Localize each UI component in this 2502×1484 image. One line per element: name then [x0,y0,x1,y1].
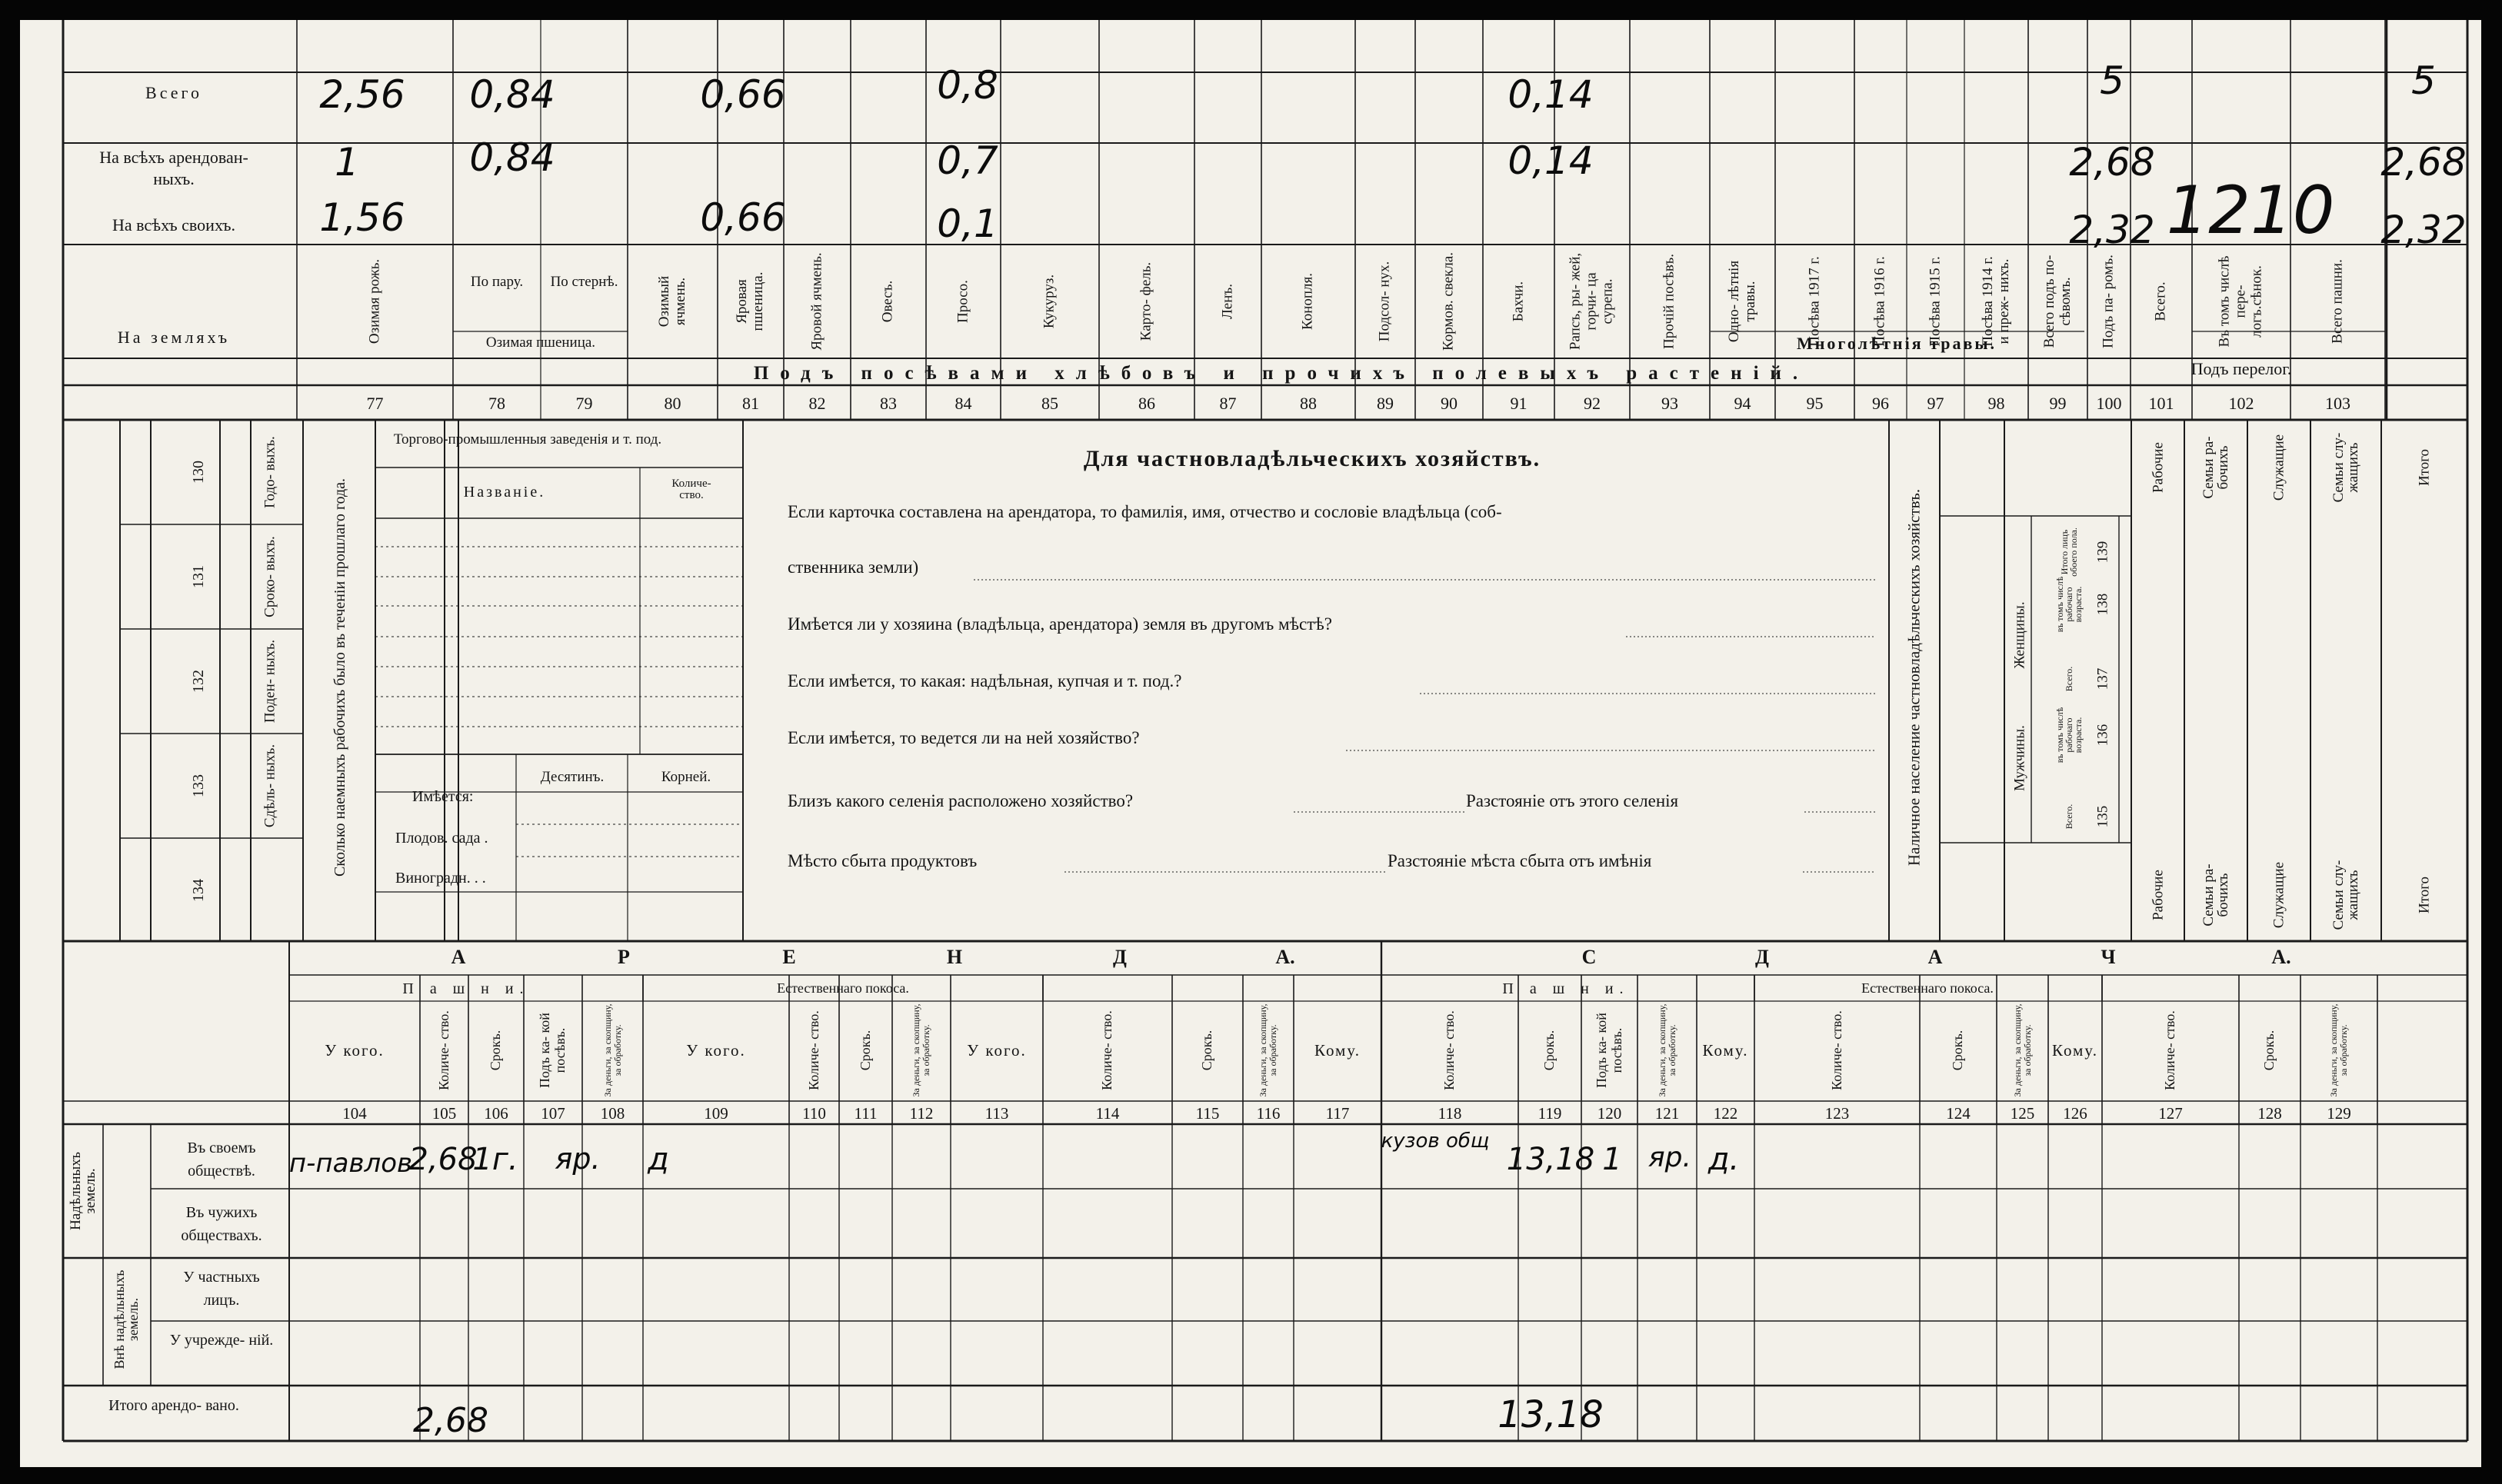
col-number: 97 [1927,394,1944,413]
arenda-letter: Е [782,946,796,968]
col-header: Подъ ка- кой посѣвъ. [537,1013,568,1088]
staff-col-header: Итого [2416,448,2433,487]
col-header: Срокъ. [488,1030,504,1071]
col-number: 104 [342,1104,367,1123]
col-number: 102 [2228,394,2254,413]
population-col: Всего. [2064,666,2074,692]
orchard-label: Плодов. сада . [395,830,488,847]
col-number: 115 [1195,1104,1220,1123]
handwritten-value: 2,32 [2380,208,2467,252]
handwritten-value: 0,66 [700,72,786,117]
fallow-label: Подъ перелог. [2190,359,2292,378]
plowland-label: П а ш н и. [402,980,530,997]
col-number: 123 [1824,1104,1850,1123]
trade-title: Торгово-промышленныя заведенiя и т. под. [393,431,662,448]
col-header: По стернѣ. [550,274,618,290]
handwritten-value: 0,84 [469,135,555,180]
handwritten-value: 2,68 [413,1401,488,1440]
roots-header: Корней. [661,769,711,785]
allotment-group: Надѣльныхъ земель. [68,1152,98,1230]
col-number: 84 [954,394,972,413]
col-header: Одно- лѣтнiя травы. [1725,260,1758,343]
vineyard-label: Виноградн. . . [395,870,486,887]
col-number: 100 [2096,394,2122,413]
col-number: 126 [2063,1104,2087,1123]
question-text: Мѣсто сбыта продуктовъ [788,851,978,870]
col-header: Количе- ство. [1441,1010,1458,1090]
rent-row-label: Въ своемъ обществѣ. [187,1140,256,1180]
sdacha-letter: Д [1755,946,1769,968]
col-number: 77 [366,394,384,413]
handwritten-value: д. [1707,1142,1740,1177]
meadow-label: Естественнаго покоса. [1861,980,1994,996]
col-header: Кому. [1314,1041,1361,1060]
sdacha-letter: А. [2271,946,2291,968]
trade-name-header: Названiе. [463,484,546,501]
handwritten-value: 2,68 [2380,140,2467,185]
col-header: Кормов. свекла. [1440,251,1457,351]
staff-col-header: Рабочие [2150,870,2167,920]
col-header: Ленъ. [1219,284,1236,319]
population-col: въ томъ числѣ рабочаго возраста. [2054,707,2084,764]
question-text: Разстоянiе отъ этого селенiя [1466,791,1679,810]
col-number: 118 [1438,1104,1462,1123]
worker-type: Поден- ныхъ. [262,639,278,724]
col-number: 127 [2158,1104,2183,1123]
has-label: Имѣется: [412,788,474,805]
handwritten-value: 1,56 [319,195,405,240]
col-number: 137 [2094,667,2111,690]
col-number: 116 [1256,1104,1281,1123]
col-header: За деньги, за скопщину, за обработку. [1257,1003,1278,1097]
staff-col-header: Служащие [2270,861,2287,929]
col-header: Подъ па- ромъ. [2100,255,2117,348]
col-number: 99 [2049,394,2067,413]
col-number: 112 [909,1104,934,1123]
census-card [20,20,2481,1467]
col-header: По пару. [470,274,524,290]
population-col: въ томъ числѣ рабочаго возраста. [2054,576,2084,633]
col-number: 130 [190,461,207,484]
arenda-letter: Р [618,946,630,968]
total-rented-label: Итого арендо- вано. [108,1397,239,1414]
col-header: Кому. [1702,1041,1749,1060]
col-header: За деньги, за скопщину, за обработку. [2327,1003,2349,1097]
col-number: 119 [1538,1104,1562,1123]
col-header: Посѣва 1916 г. [1871,256,1888,347]
col-header: Бахчи. [1510,281,1527,322]
dessiatin-header: Десятинъ. [540,769,605,785]
col-number: 122 [1713,1104,1738,1123]
population-col: Итого лицъ обоего пола. [2059,527,2079,577]
handwritten-value: 1210 [2166,172,2335,249]
col-header: Озимая пшеница. [485,334,596,351]
col-header: Кукуруз. [1041,274,1058,329]
worker-type: Годо- выхъ. [262,436,278,508]
col-header: Количе- ство. [435,1010,451,1090]
row-label-rented: ныхъ. [153,169,195,188]
col-header: Подсол- нух. [1376,261,1393,342]
col-number: 85 [1041,394,1058,413]
handwritten-value: 5 [2411,58,2436,103]
col-number: 111 [854,1104,878,1123]
row-label-rented: На всѣхъ арендован- [99,148,248,167]
col-number: 88 [1300,394,1317,413]
worker-type: Сдѣль- ныхъ. [262,744,278,828]
col-header: Всего. [2152,281,2169,321]
rent-row-label: У учрежде- нiй. [169,1332,274,1349]
sdacha-letter: С [1581,946,1597,968]
col-number: 124 [1946,1104,1971,1123]
col-number: 81 [742,394,759,413]
handwritten-value: яр. [1648,1142,1691,1173]
col-number: 114 [1095,1104,1120,1123]
handwritten-value: 13,18 [1506,1142,1595,1177]
worker-type: Сроко- выхъ. [262,536,278,617]
col-number: 92 [1584,394,1601,413]
staff-col-header: Семьи слу- жащихъ [2330,860,2361,930]
col-header: Всего подъ по- сѣвомъ. [2041,255,2074,348]
handwritten-value: 1г. [472,1142,518,1177]
col-number: 82 [808,394,826,413]
col-header: Овесъ. [879,280,896,323]
col-header: Количе- ство. [1099,1010,1115,1090]
staff-col-header: Семьи ра- бочихъ [2200,863,2231,927]
col-number: 133 [190,774,207,797]
col-header: Количе- ство. [2162,1010,2178,1090]
handwritten-value: 0,66 [700,195,786,240]
arenda-letter: Д [1113,946,1127,968]
question-text: Если карточка составлена на арендатора, то фамилiя, имя, отчество и сословiе владѣльца (соб- [788,502,1502,521]
col-number: 135 [2094,805,2111,828]
col-number: 117 [1325,1104,1350,1123]
handwritten-value: 2,32 [2069,208,2155,252]
question-text: Близъ какого селенiя расположено хозяйство? [788,791,1134,810]
population-caption: Наличное население частновладѣльческихъ хозяйствъ. [1904,488,1924,867]
col-header: Прочiй посѣвъ. [1661,254,1677,349]
col-header: Срокъ. [1950,1030,1966,1071]
col-number: 98 [1987,394,2005,413]
col-number: 121 [1654,1104,1680,1123]
col-header: Озимая рожь. [366,258,383,344]
col-header: Конопля. [1299,272,1316,331]
col-number: 78 [488,394,505,413]
col-header: Посѣва 1914 г. и преж- нихъ. [1979,256,2012,347]
handwritten-value: 0,7 [937,138,998,183]
row-label-lands: На земляхъ [117,328,231,347]
arenda-letter: А [451,946,466,968]
col-number: 89 [1377,394,1394,413]
col-number: 120 [1597,1104,1622,1123]
staff-col-header: Служащие [2270,434,2287,501]
col-number: 109 [704,1104,728,1123]
question-text: ственника земли) [788,557,919,577]
col-header: Количе- ство. [1828,1010,1844,1090]
col-number: 131 [190,565,207,588]
col-header: За деньги, за скопщину, за обработку. [2011,1003,2033,1097]
col-number: 95 [1806,394,1824,413]
col-number: 128 [2257,1104,2282,1123]
col-header: Срокъ. [857,1030,873,1071]
handwritten-value: 13,18 [1498,1393,1604,1436]
handwritten-value: яр. [555,1142,601,1176]
col-number: 93 [1661,394,1678,413]
staff-col-header: Семьи ра- бочихъ [2200,436,2231,499]
col-number: 134 [190,879,207,902]
col-number: 113 [984,1104,1009,1123]
col-header: Рапсъ, ры- жей, горчи- ца сурепа. [1567,252,1616,351]
col-number: 132 [190,670,207,693]
handwritten-value: 2,56 [319,72,405,117]
trade-qty-header: Количе- ство. [671,477,711,501]
question-text: Имѣется ли у хозяина (владѣльца, арендатора) земля въ другомъ мѣстѣ? [788,614,1332,634]
women-label: Женщины. [2011,601,2028,669]
perennial-label: Многолѣтнiя травы. [1796,334,1997,353]
staff-col-header: Рабочие [2150,442,2167,493]
col-header: Яровой ячмень. [808,252,825,351]
non-allotment-group: Внѣ надѣльныхъ земель. [112,1269,141,1369]
col-number: 108 [600,1104,625,1123]
col-header: Въ томъ числѣ пере- логъ.сѣнок. [2216,255,2265,348]
handwritten-value: 1 [1602,1142,1622,1177]
col-number: 125 [2010,1104,2035,1123]
handwritten-value: 2,68 [408,1142,478,1177]
col-number: 129 [2327,1104,2351,1123]
col-number: 91 [1510,394,1528,413]
sdacha-letter: А [1927,946,1943,968]
col-number: 96 [1872,394,1889,413]
col-header: Количе- ство. [805,1010,821,1090]
form-title: Для частновладѣльческихъ хозяйствъ. [1083,446,1541,471]
row-label-total: Всего [145,83,202,102]
handwritten-value: 2,68 [2069,140,2155,185]
workers-caption: Сколько наемныхъ рабочихъ было въ теченiи прошлаго года. [331,477,348,877]
col-header: За деньги, за скопщину, за обработку. [910,1003,931,1097]
handwritten-value: кузов общ [1381,1130,1490,1153]
col-header: Срокъ. [1199,1030,1215,1071]
col-header: Яровая пшеница. [734,271,766,331]
staff-col-header: Итого [2416,876,2433,914]
handwritten-value: п-павлов [288,1148,413,1179]
col-number: 105 [431,1104,457,1123]
col-header: За деньги, за скопщину, за обработку. [1656,1003,1677,1097]
col-header: Срокъ. [2261,1030,2277,1071]
col-number: 110 [802,1104,826,1123]
col-header: Срокъ. [1541,1030,1558,1071]
col-header: Посѣва 1917 г. [1806,256,1823,347]
col-number: 83 [880,394,897,413]
col-header: Подъ ка- кой посѣвъ. [1593,1013,1624,1088]
staff-col-header: Семьи слу- жащихъ [2330,432,2361,503]
handwritten-value: 0,1 [937,201,998,246]
col-header: Кому. [2052,1041,2098,1060]
question-text: Разстоянiе мѣста сбыта отъ имѣнiя [1388,851,1652,870]
col-header: У кого. [325,1041,385,1060]
col-header: Карто- фель. [1138,261,1154,341]
col-header: Посѣва 1915 г. [1927,256,1944,347]
col-number: 90 [1441,394,1458,413]
col-number: 80 [664,394,681,413]
men-label: Мужчины. [2011,725,2028,791]
col-number: 94 [1734,394,1751,413]
col-number: 107 [541,1104,565,1123]
col-number: 106 [484,1104,508,1123]
arenda-letter: А. [1275,946,1295,968]
question-text: Если имѣется, то какая: надѣльная, купчая и т. под.? [788,671,1182,690]
handwritten-value: д [648,1142,669,1177]
meadow-label: Естественнаго покоса. [777,980,909,996]
col-header: У кого. [967,1041,1027,1060]
rent-row-label: Въ чужихъ обществахъ. [181,1204,262,1244]
population-col: Всего. [2064,804,2074,830]
handwritten-value: 0,84 [469,72,555,117]
col-number: 136 [2094,724,2111,747]
crops-banner: Подъ посѣвами хлѣбовъ и прочихъ полевыхъ растенiй. [753,363,1810,384]
handwritten-value: 5 [2100,58,2124,103]
rent-row-label: У частныхъ лицъ. [183,1269,260,1309]
handwritten-value: 0,14 [1508,72,1594,117]
col-number: 101 [2148,394,2174,413]
col-number: 138 [2094,593,2111,616]
arenda-letter: Н [946,946,963,968]
sdacha-letter: Ч [2101,946,2116,968]
handwritten-value: 0,14 [1508,138,1594,183]
col-header: Озимый ячмень. [655,275,688,328]
row-label-own: На всѣхъ своихъ. [112,215,235,235]
col-number: 79 [575,394,593,413]
col-number: 87 [1219,394,1237,413]
handwritten-value: 0,8 [937,63,998,108]
col-header: Просо. [954,280,971,323]
col-number: 103 [2325,394,2350,413]
plowland-label: П а ш н и. [1502,980,1630,997]
col-header: У кого. [686,1041,746,1060]
handwritten-value: 1 [335,140,359,185]
question-text: Если имѣется, то ведется ли на ней хозяйство? [788,728,1140,747]
col-header: За деньги, за скопщину, за обработку. [601,1003,623,1097]
col-number: 86 [1138,394,1155,413]
col-number: 139 [2094,541,2111,564]
col-header: Всего пашни. [2329,259,2346,344]
